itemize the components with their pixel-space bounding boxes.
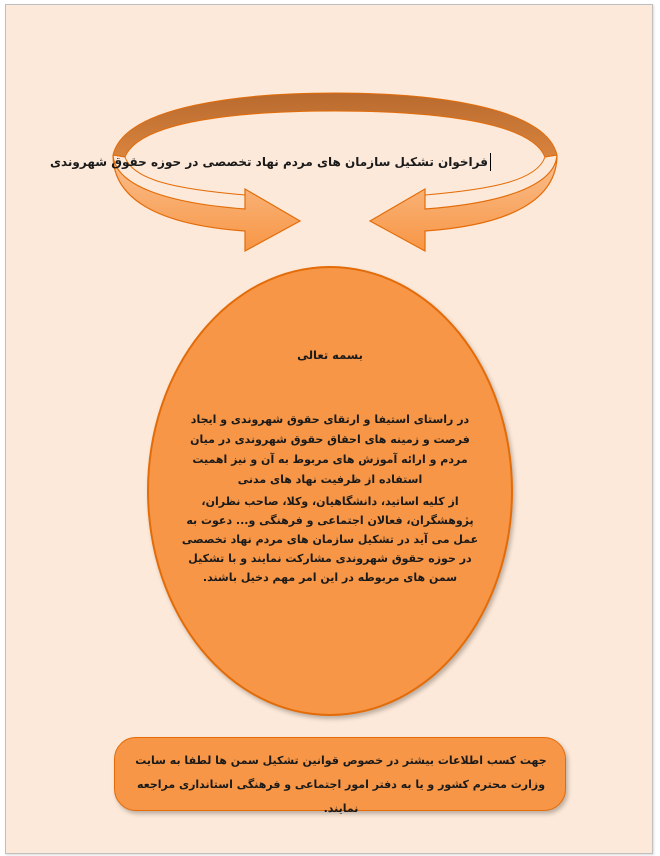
- intro-paragraph: در راستای استیفا و ارتقای حقوق شهروندی و ایجاد فرصت و زمینه های احقاق حقوق شهروندی در میان مردم و ارائه آموزش های مربوط به آن و نیز اهمیت استفاده از ظرفیت نهاد های مدنی: [190, 413, 470, 486]
- arrow-band-back: [113, 93, 557, 157]
- announcement-title: فراخوان تشکیل سازمان های مردم نهاد تخصصی در حوزه حقوق شهروندی: [160, 153, 491, 171]
- content-ellipse: [147, 266, 513, 716]
- heading-bismillah: بسمه تعالی: [297, 348, 363, 362]
- invitation-paragraph: از کلیه اساتید، دانشگاهیان، وکلا، صاحب نظران، پژوهشگران، فعالان اجتماعی و فرهنگی و... دعوت به عمل می آید در تشکیل سازمان های مردم نهاد تخصصی در حوزه حقوق شهروندی مشارکت نمایند و با تشکیل سمن های مربوطه در این امر مهم دخیل باشند.: [181, 495, 479, 584]
- circular-arrows-graphic: [105, 85, 565, 260]
- footer-text: جهت کسب اطلاعات بیشتر در خصوص قوانین تشکیل سمن ها لطفا به سایت وزارت محترم کشور و یا به دفتر امور اجتماعی و فرهنگی استانداری مراجعه نمایند.: [135, 754, 547, 815]
